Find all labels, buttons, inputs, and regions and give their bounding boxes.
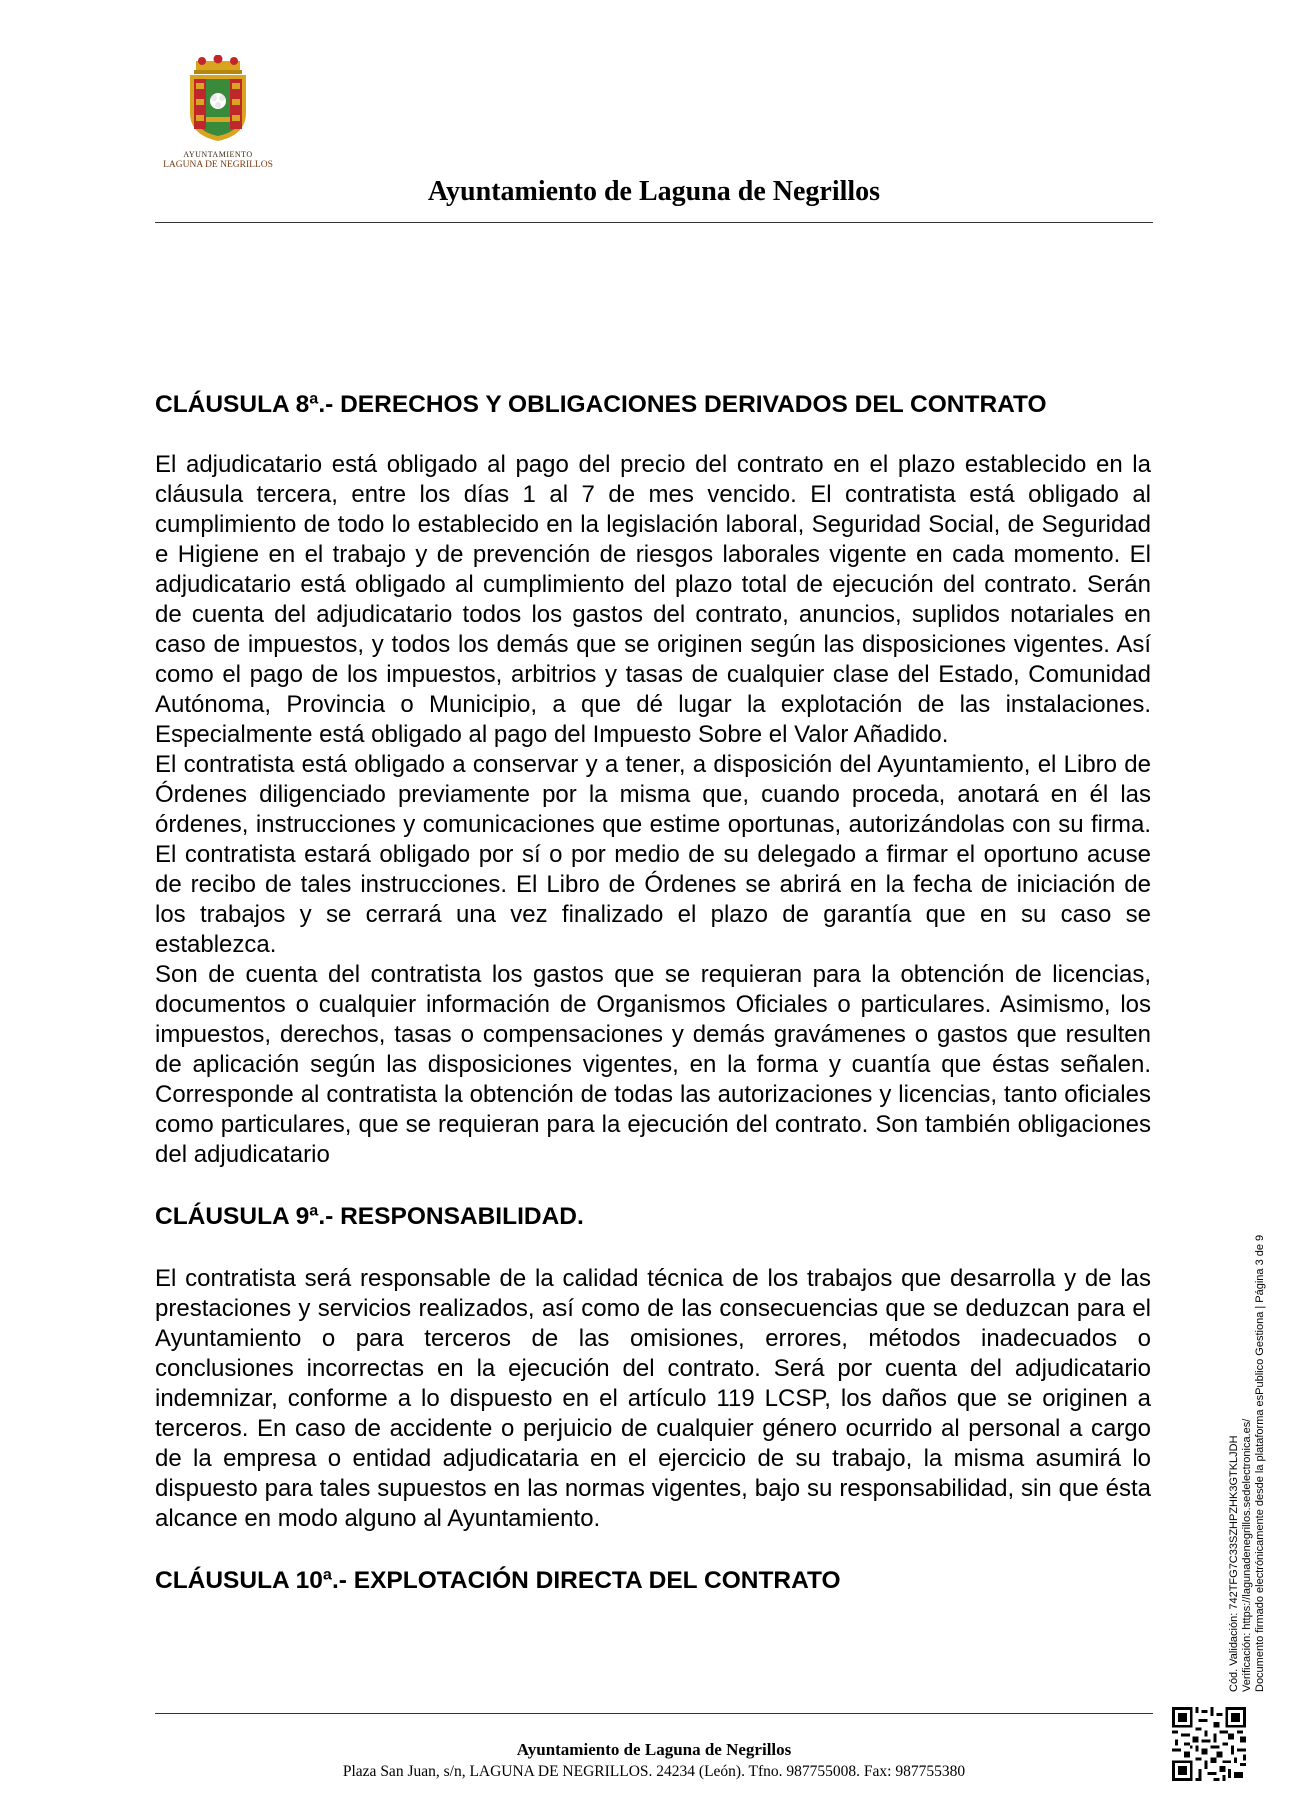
- signature-notice: Documento firmado electrónicamente desde la plataforma esPublico Gestiona | Página 3 de 9: [1254, 1234, 1266, 1692]
- section-heading: CLÁUSULA 9ª.- RESPONSABILIDAD.: [155, 1203, 584, 1230]
- logo-caption-line2: LAGUNA DE NEGRILLOS: [163, 160, 273, 170]
- footer-address: Plaza San Juan, s/n, LAGUNA DE NEGRILLOS. 24234 (León). Tfno. 987755008. Fax: 987755380: [342, 1763, 966, 1780]
- paragraph: El adjudicatario está obligado al pago del precio del contrato en el plazo establecido en la cláusula tercera, entre los días 1 al 7 de mes vencido. El contratista está obligado al cumplimiento de todo lo establecido en la legislación laboral, Seguridad Social, de Seguridad e Higiene en el trabajo y de prevención de riesgos laborales vigente en cada momento. El adjudicatario está obligado al cumplimiento del plazo total de ejecución del contrato. Serán de cuenta del adjudicatario todos los gastos del contrato, anuncios, suplidos notariales en caso de impuestos, y todos los demás que se originen según las disposiciones vigentes. Así como el pago de los impuestos, arbitrios y tasas de cualquier clase del Estado, Comunidad Autónoma, Provincia o Municipio, a que dé lugar la explotación de las instalaciones. Especialmente está obligado al pago del Impuesto Sobre el Valor Añadido.: [155, 451, 1151, 748]
- logo-caption-line1: AYUNTAMIENTO: [183, 150, 253, 159]
- paragraph: El contratista será responsable de la calidad técnica de los trabajos que desarrolla y de las prestaciones y servicios realizados, así como de las consecuencias que se deduzcan para el Ayuntamiento o para terceros de las omisiones, errores, métodos inadecuados o conclusiones incorrectas en la ejecución del contrato. Será por cuenta del adjudicatario indemnizar, conforme a lo dispuesto en el artículo 119 LCSP, los daños que se originen a terceros. En caso de accidente o perjuicio de cualquier género ocurrido al personal a cargo de la empresa o entidad adjudicataria en el ejercicio de su trabajo, la misma asumirá lo dispuesto para tales supuestos en las normas vigentes, bajo su responsabilidad, sin que ésta alcance en modo alguno al Ayuntamiento.: [155, 1265, 1151, 1532]
- paragraph: Son de cuenta del contratista los gastos que se requieran para la obtención de licencias, documentos o cualquier información de Organismos Oficiales o particulares. Asimismo, los impuestos, derechos, tasas o compensaciones y demás gravámenes o gastos que resulten de aplicación según las disposiciones vigentes, en la forma y cuantía que éstas señalen. Corresponde al contratista la obtención de todas las autorizaciones y licencias, tanto oficiales como particulares, que se requieran para la ejecución del contrato. Son también obligaciones del adjudicatario: [155, 961, 1151, 1168]
- section-heading: CLÁUSULA 10ª.- EXPLOTACIÓN DIRECTA DEL CONTRATO: [155, 1567, 841, 1594]
- verification-url[interactable]: Verificación: https://lagunadenegrillos.sedelectronica.es/: [1241, 1418, 1253, 1692]
- paragraph: El contratista está obligado a conservar y a tener, a disposición del Ayuntamiento, el Libro de Órdenes diligenciado previamente por la misma que, cuando proceda, anotará en él las órdenes, instrucciones y comunicaciones que estime oportunas, autorizándolas con su firma. El contratista estará obligado por sí o por medio de su delegado a firmar el oportuno acuse de recibo de tales instrucciones. El Libro de Órdenes se abrirá en la fecha de iniciación de los trabajos y se cerrará una vez finalizado el plazo de garantía que en su caso se establezca.: [155, 751, 1151, 958]
- qr-code-icon: [1172, 1707, 1246, 1781]
- header-title: Ayuntamiento de Laguna de Negrillos: [427, 176, 881, 207]
- section-heading: CLÁUSULA 8ª.- DERECHOS Y OBLIGACIONES DERIVADOS DEL CONTRATO: [155, 391, 1047, 418]
- document-body: [155, 390, 1151, 1596]
- validation-code: Cód. Validación: 742TFG7C33SZHPZHK3GTKLJDH: [1228, 1435, 1240, 1692]
- header-divider: [155, 222, 1153, 223]
- footer-title: Ayuntamiento de Laguna de Negrillos: [516, 1740, 792, 1759]
- footer-divider: [155, 1713, 1153, 1714]
- municipal-crest-logo: [182, 55, 254, 143]
- validation-sidebar: [1228, 1132, 1267, 1692]
